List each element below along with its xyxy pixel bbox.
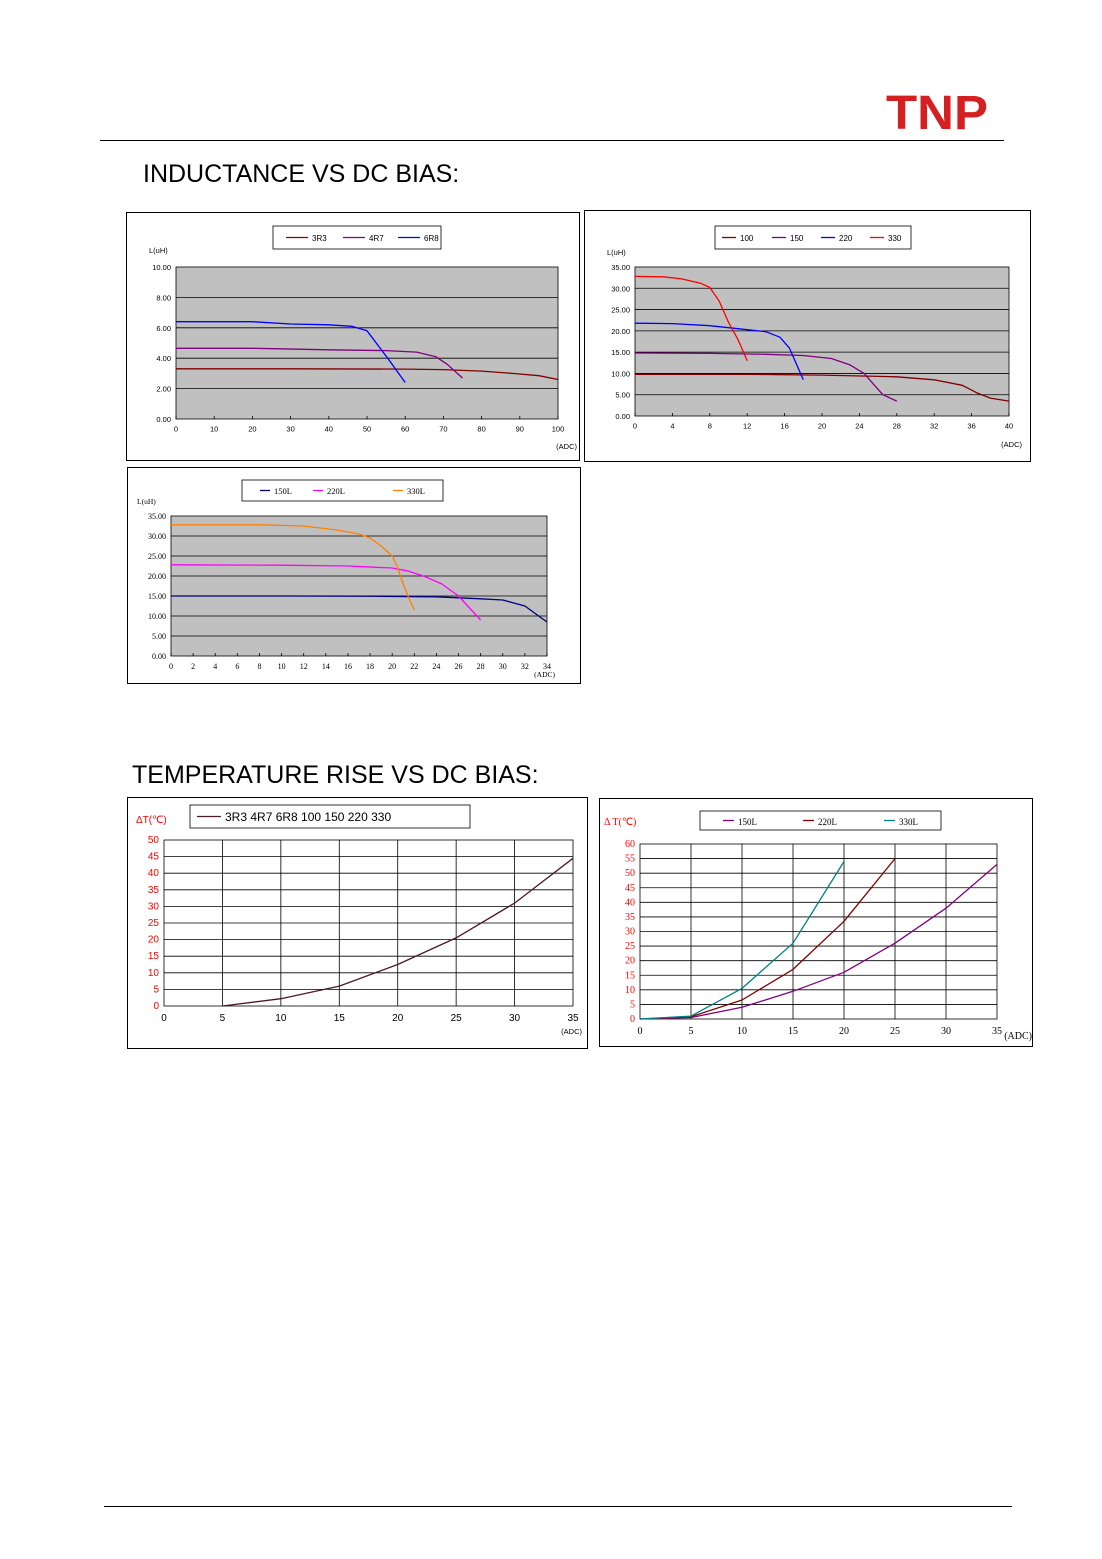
x-tick-label: 25 [450, 1013, 462, 1024]
x-tick-label: 36 [967, 421, 976, 431]
y-tick-label: 5 [153, 984, 159, 996]
x-axis-unit: (ADC) [1004, 1031, 1032, 1042]
y-tick-label: 15 [147, 951, 159, 963]
legend-label: 220L [818, 817, 837, 827]
y-tick-label: 10.00 [152, 263, 171, 272]
temperature-section-title: TEMPERATURE RISE VS DC BIAS: [132, 761, 539, 789]
legend-label: 150L [274, 486, 292, 496]
x-tick-label: 10 [737, 1026, 747, 1037]
y-tick-label: 0.00 [156, 415, 171, 424]
x-tick-label: 20 [817, 421, 827, 431]
x-axis-unit: (ADC) [561, 1027, 582, 1036]
y-tick-label: 0.00 [615, 412, 630, 421]
legend-label: 4R7 [369, 234, 384, 243]
y-tick-label: 35.00 [611, 263, 630, 272]
y-tick-label: 5 [630, 999, 635, 1011]
legend-label: 150 [790, 234, 804, 243]
x-tick-label: 4 [670, 421, 675, 431]
y-tick-label: 25.00 [148, 552, 166, 561]
inductance-chart-3r3-6r8 [126, 212, 580, 461]
x-tick-label: 25 [890, 1026, 900, 1037]
x-tick-label: 26 [454, 662, 463, 671]
x-tick-label: 32 [930, 421, 939, 431]
y-tick-label: 5.00 [615, 390, 630, 400]
y-tick-label: 50 [625, 868, 635, 880]
y-tick-label: 20.00 [148, 572, 166, 581]
y-tick-label: 25 [625, 941, 635, 953]
y-tick-label: 55 [625, 853, 635, 865]
y-axis-label: L(uH) [149, 246, 168, 255]
y-tick-label: 50 [147, 835, 159, 846]
x-tick-label: 10 [210, 424, 219, 434]
legend-label: 220 [839, 234, 853, 243]
x-tick-label: 40 [324, 424, 333, 434]
x-tick-label: 5 [688, 1026, 694, 1037]
x-tick-label: 10 [277, 662, 286, 671]
x-tick-label: 20 [839, 1026, 849, 1037]
y-axis-label: L(uH) [607, 248, 626, 257]
x-tick-label: 20 [248, 424, 257, 434]
x-tick-label: 60 [401, 424, 410, 434]
plot-area [635, 267, 1009, 416]
x-tick-label: 0 [161, 1013, 167, 1024]
y-axis-label: Δ T(℃) [604, 817, 637, 828]
inductance-section-title: INDUCTANCE VS DC BIAS: [143, 160, 460, 188]
x-tick-label: 50 [362, 424, 372, 434]
x-tick-label: 0 [169, 662, 173, 671]
x-tick-label: 80 [477, 424, 486, 434]
x-axis-unit: (ADC) [556, 442, 577, 451]
y-tick-label: 0 [153, 1001, 159, 1012]
x-tick-label: 22 [410, 662, 419, 671]
y-tick-label: 20 [625, 955, 635, 967]
x-tick-label: 4 [213, 662, 218, 671]
x-tick-label: 32 [520, 662, 529, 671]
x-tick-label: 2 [191, 662, 196, 671]
x-tick-label: 20 [392, 1013, 404, 1024]
legend-label: 150L [738, 817, 757, 827]
x-tick-label: 8 [707, 421, 712, 431]
legend [242, 480, 443, 501]
y-tick-label: 25 [147, 918, 159, 929]
x-tick-label: 0 [173, 424, 179, 434]
x-tick-label: 12 [299, 662, 308, 671]
x-tick-label: 15 [333, 1013, 345, 1024]
x-tick-label: 20 [388, 662, 397, 671]
x-tick-label: 90 [515, 424, 524, 434]
legend-label: 3R3 [312, 234, 327, 243]
x-tick-label: 24 [432, 662, 441, 671]
y-tick-label: 0.00 [152, 652, 166, 661]
x-tick-label: 35 [992, 1026, 1002, 1037]
plot-area [171, 516, 547, 656]
tnp-logo [886, 86, 990, 136]
legend-label: 6R8 [424, 234, 439, 243]
x-tick-label: 14 [321, 662, 330, 671]
y-tick-label: 10.00 [148, 612, 166, 621]
legend [190, 805, 470, 828]
x-tick-label: 70 [439, 424, 448, 434]
y-axis-label: ΔT(℃) [136, 815, 167, 826]
footer-rule [104, 1506, 1012, 1507]
legend-label: 330L [899, 817, 918, 827]
y-tick-label: 25.00 [611, 305, 630, 315]
y-tick-label: 30.00 [611, 284, 630, 294]
x-tick-label: 100 [551, 424, 565, 434]
y-tick-label: 6.00 [156, 323, 171, 333]
y-tick-label: 0 [630, 1014, 635, 1025]
x-axis-unit: (ADC) [534, 670, 555, 679]
x-tick-label: 6 [235, 662, 240, 671]
inductance-chart-150l-330l [127, 467, 581, 684]
y-tick-label: 10.00 [611, 369, 630, 379]
y-tick-label: 40 [625, 897, 635, 909]
x-tick-label: 18 [366, 662, 375, 671]
x-tick-label: 0 [632, 421, 638, 431]
y-tick-label: 20 [147, 934, 159, 946]
x-tick-label: 24 [855, 421, 864, 431]
x-tick-label: 16 [343, 662, 352, 671]
temperature-chart-l-series [599, 798, 1033, 1047]
x-tick-label: 10 [275, 1013, 287, 1024]
x-tick-label: 15 [788, 1026, 798, 1037]
y-tick-label: 60 [625, 839, 635, 850]
x-tick-label: 30 [941, 1026, 951, 1037]
legend-label: 330 [888, 234, 902, 243]
x-tick-label: 35 [567, 1013, 579, 1024]
legend-label: 100 [740, 234, 754, 243]
legend-label: 3R3 4R7 6R8 100 150 220 330 [225, 810, 392, 824]
legend [700, 811, 941, 830]
y-tick-label: 10 [147, 967, 159, 979]
y-tick-label: 20.00 [611, 326, 630, 336]
x-tick-label: 0 [637, 1026, 643, 1037]
y-tick-label: 30.00 [148, 532, 166, 541]
legend-label: 220L [327, 486, 345, 496]
x-tick-label: 16 [780, 421, 789, 431]
header-rule [100, 140, 1004, 141]
y-tick-label: 45 [625, 882, 635, 894]
legend-label: 330L [407, 486, 425, 496]
y-tick-label: 35.00 [148, 512, 166, 521]
x-tick-label: 12 [743, 421, 752, 431]
x-tick-label: 34 [543, 662, 551, 671]
y-tick-label: 35 [625, 911, 635, 923]
y-tick-label: 8.00 [156, 293, 171, 303]
y-tick-label: 40 [147, 868, 159, 880]
y-tick-label: 5.00 [152, 632, 166, 641]
y-tick-label: 15.00 [148, 592, 166, 601]
x-tick-label: 30 [509, 1013, 521, 1024]
y-tick-label: 2.00 [156, 384, 171, 394]
y-tick-label: 35 [147, 884, 159, 896]
y-tick-label: 30 [147, 901, 159, 913]
y-tick-label: 10 [625, 984, 635, 996]
x-tick-label: 30 [498, 662, 507, 671]
y-tick-label: 15.00 [611, 348, 630, 358]
y-tick-label: 45 [147, 851, 159, 863]
y-axis-label: L(uH) [137, 497, 156, 506]
logo-text: TNP [886, 87, 988, 136]
legend [273, 226, 441, 249]
y-tick-label: 15 [625, 970, 635, 982]
plot-area [176, 267, 558, 419]
inductance-chart-100-330 [584, 210, 1031, 462]
y-tick-label: 30 [625, 926, 635, 938]
x-axis-unit: (ADC) [1001, 440, 1022, 449]
x-tick-label: 30 [286, 424, 295, 434]
y-tick-label: 4.00 [156, 354, 171, 364]
x-tick-label: 8 [257, 662, 262, 671]
x-tick-label: 28 [476, 662, 485, 671]
temperature-chart-standard [127, 797, 588, 1049]
legend [715, 226, 911, 249]
x-tick-label: 28 [892, 421, 901, 431]
x-tick-label: 40 [1004, 421, 1014, 431]
x-tick-label: 5 [219, 1013, 226, 1024]
